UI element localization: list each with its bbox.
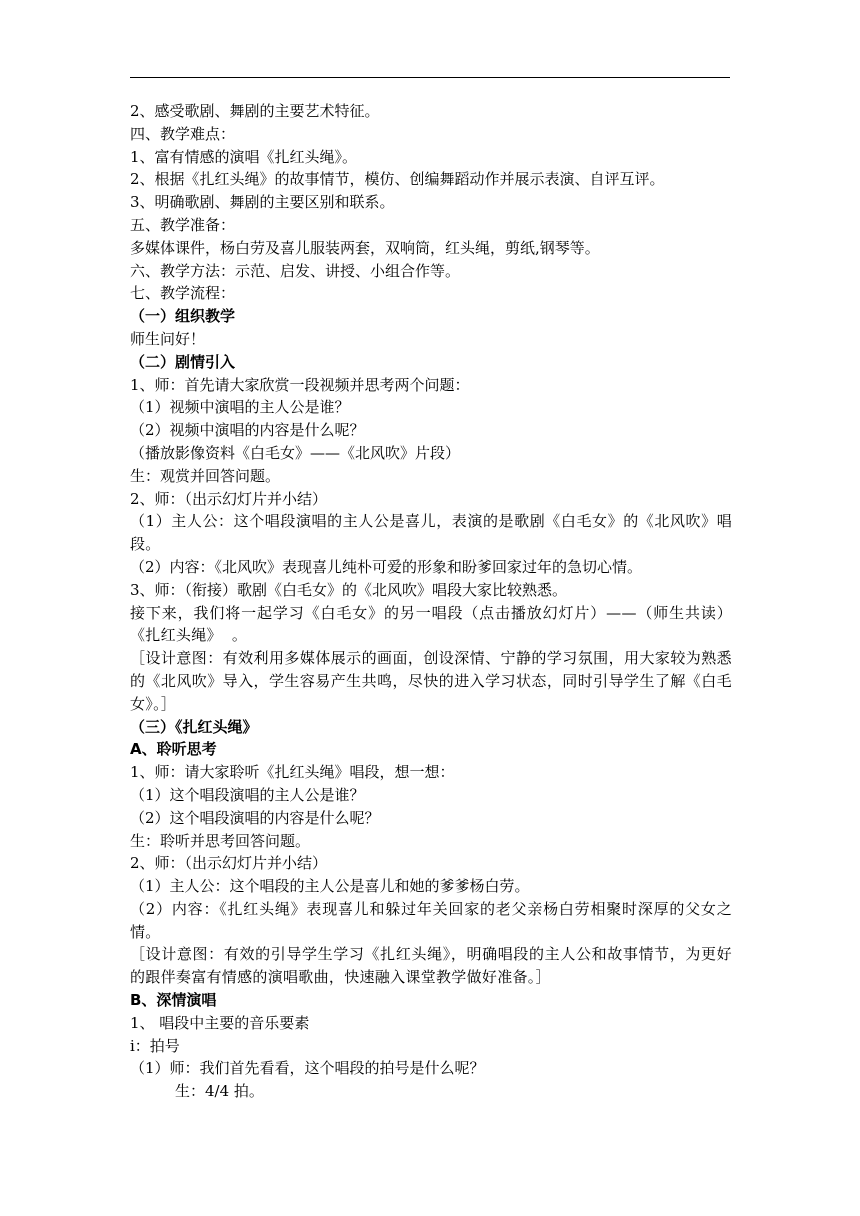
text-line: 生：观赏并回答问题。 xyxy=(130,466,281,485)
text-line: 五、教学准备： xyxy=(130,215,236,234)
text-line: 师生问好！ xyxy=(130,329,206,348)
document-body xyxy=(130,100,732,1103)
text-line: （1）主人公：这个唱段的主人公是喜儿和她的爹爹杨白劳。 xyxy=(130,877,530,896)
text-line: 2、根据《扎红头绳》的故事情节，模仿、创编舞蹈动作并展示表演、自评互评。 xyxy=(130,170,665,189)
text-line: 2、师：（出示幻灯片并小结） xyxy=(130,489,328,508)
text-line: （1）视频中演唱的主人公是谁？ xyxy=(130,398,350,417)
text-line: 2、师：（出示幻灯片并小结） xyxy=(130,854,328,873)
text-line: 1、师：请大家聆听《扎红头绳》唱段，想一想： xyxy=(130,763,455,782)
text-line: 生：4/4 拍。 xyxy=(175,1082,264,1101)
text-paragraph: ［设计意图：有效的引导学生学习《扎红头绳》，明确唱段的主人公和故事情节，为更好的跟伴奏富有情感的演唱歌曲，快速融入课堂教学做好准备。］ xyxy=(130,945,732,987)
text-line: 1、师：首先请大家欣赏一段视频并思考两个问题： xyxy=(130,375,470,394)
text-line: 七、教学流程： xyxy=(130,284,236,303)
text-paragraph: （2）内容：《扎红头绳》表现喜儿和躲过年关回家的老父亲杨白劳相聚时深厚的父女之情。 xyxy=(130,899,732,941)
text-line: （1）这个唱段演唱的主人公是谁？ xyxy=(130,785,365,804)
section-heading: A、聆听思考 xyxy=(130,740,217,759)
text-line: （2）视频中演唱的内容是什么呢？ xyxy=(130,421,365,440)
text-line: i：拍号 xyxy=(130,1036,180,1055)
text-paragraph: ［设计意图：有效利用多媒体展示的画面，创设深情、宁静的学习氛围，用大家较为熟悉的《北风吹》导入，学生容易产生共鸣，尽快的进入学习状态，同时引导学生了解《白毛女》。］ xyxy=(130,649,732,713)
section-heading: （一）组织教学 xyxy=(130,307,236,326)
text-line: 1、富有情感的演唱《扎红头绳》。 xyxy=(130,147,358,166)
text-line: 1、 唱段中主要的音乐要素 xyxy=(130,1013,310,1032)
text-paragraph: 接下来，我们将一起学习《白毛女》的另一唱段（点击播放幻灯片）——（师生共读）《扎红头绳》 。 xyxy=(130,603,732,645)
header-rule xyxy=(130,77,730,78)
section-heading: B、深情演唱 xyxy=(130,991,217,1010)
text-line: 3、师：（衔接）歌剧《白毛女》的《北风吹》唱段大家比较熟悉。 xyxy=(130,580,568,599)
section-heading: （三）《扎红头绳》 xyxy=(130,717,258,736)
text-line: （1）师：我们首先看看，这个唱段的拍号是什么呢？ xyxy=(130,1059,485,1078)
text-paragraph: （1）主人公：这个唱段演唱的主人公是喜儿，表演的是歌剧《白毛女》的《北风吹》唱段。 xyxy=(130,512,732,554)
text-line: （播放影像资料《白毛女》——《北风吹》片段） xyxy=(130,443,461,462)
text-line: 多媒体课件，杨白劳及喜儿服装两套，双响筒，红头绳，剪纸,钢琴等。 xyxy=(130,238,600,257)
section-heading: （二）剧情引入 xyxy=(130,352,236,371)
text-line: 四、教学难点： xyxy=(130,124,236,143)
text-line: 六、教学方法：示范、启发、讲授、小组合作等。 xyxy=(130,261,461,280)
text-line: （2）这个唱段演唱的内容是什么呢？ xyxy=(130,808,380,827)
text-line: （2）内容：《北风吹》表现喜儿纯朴可爱的形象和盼爹回家过年的急切心情。 xyxy=(130,557,643,576)
text-line: 3、明确歌剧、舞剧的主要区别和联系。 xyxy=(130,193,395,212)
text-line: 生：聆听并思考回答问题。 xyxy=(130,831,311,850)
text-line: 2、感受歌剧、舞剧的主要艺术特征。 xyxy=(130,102,380,120)
